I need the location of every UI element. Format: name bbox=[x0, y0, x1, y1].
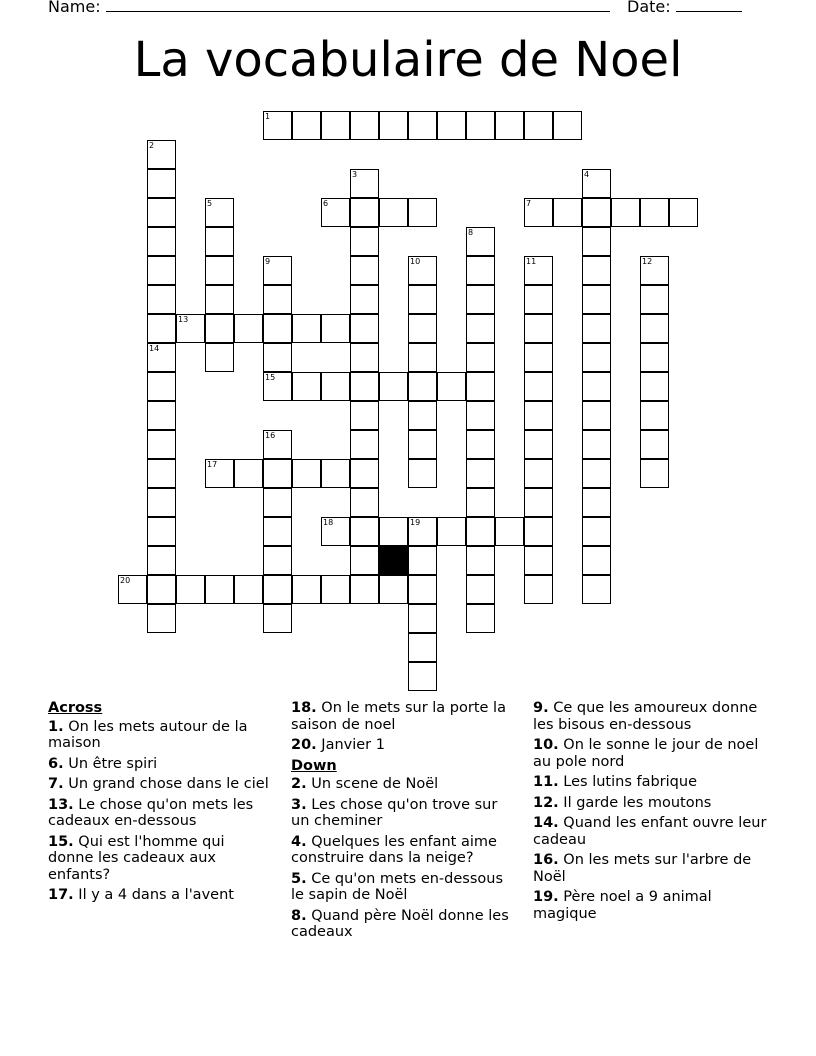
crossword-cell[interactable] bbox=[524, 546, 553, 575]
crossword-cell[interactable] bbox=[147, 343, 176, 372]
crossword-cell[interactable] bbox=[408, 314, 437, 343]
crossword-cell[interactable] bbox=[350, 285, 379, 314]
crossword-cell[interactable] bbox=[408, 662, 437, 691]
crossword-cell[interactable] bbox=[292, 314, 321, 343]
crossword-cell[interactable] bbox=[234, 314, 263, 343]
crossword-cell[interactable] bbox=[408, 343, 437, 372]
crossword-cell[interactable] bbox=[176, 575, 205, 604]
crossword-cell[interactable] bbox=[379, 517, 408, 546]
cell-number: 17 bbox=[207, 460, 218, 469]
crossword-cell[interactable] bbox=[640, 314, 669, 343]
crossword-cell[interactable] bbox=[640, 430, 669, 459]
crossword-cell[interactable] bbox=[553, 198, 582, 227]
crossword-cell[interactable] bbox=[437, 111, 466, 140]
crossword-cell[interactable] bbox=[408, 285, 437, 314]
crossword-cell[interactable] bbox=[147, 488, 176, 517]
crossword-cell[interactable] bbox=[263, 546, 292, 575]
crossword-cell[interactable] bbox=[263, 575, 292, 604]
crossword-cell[interactable] bbox=[437, 517, 466, 546]
crossword-cell[interactable] bbox=[350, 372, 379, 401]
crossword-cell[interactable] bbox=[321, 111, 350, 140]
crossword-cell[interactable] bbox=[466, 227, 495, 256]
crossword-cell[interactable] bbox=[408, 198, 437, 227]
crossword-cell[interactable] bbox=[234, 459, 263, 488]
crossword-cell[interactable] bbox=[408, 517, 437, 546]
crossword-cell[interactable] bbox=[292, 372, 321, 401]
crossword-cell[interactable] bbox=[582, 285, 611, 314]
crossword-cell[interactable] bbox=[205, 343, 234, 372]
crossword-cell[interactable] bbox=[669, 198, 698, 227]
clue-down-4: 4. Quelques les enfant aime construire dans la neige? bbox=[291, 833, 497, 866]
clue-across-7: 7. Un grand chose dans le ciel bbox=[48, 776, 269, 792]
cell-number: 9 bbox=[265, 257, 271, 266]
crossword-cell[interactable] bbox=[292, 111, 321, 140]
crossword-cell[interactable] bbox=[350, 517, 379, 546]
crossword-cell[interactable] bbox=[582, 169, 611, 198]
cell-number: 16 bbox=[265, 431, 276, 440]
crossword-cell[interactable] bbox=[205, 227, 234, 256]
crossword-cell[interactable] bbox=[147, 372, 176, 401]
cell-number: 3 bbox=[352, 170, 358, 179]
clue-down-10: 10. On le sonne le jour de noel au pole nord bbox=[533, 737, 759, 770]
crossword-cell[interactable] bbox=[524, 459, 553, 488]
crossword-cell[interactable] bbox=[408, 459, 437, 488]
crossword-cell[interactable] bbox=[466, 459, 495, 488]
crossword-cell[interactable] bbox=[408, 111, 437, 140]
crossword-cell[interactable] bbox=[205, 459, 234, 488]
crossword-cell[interactable] bbox=[350, 198, 379, 227]
clue-across-20: 20. Janvier 1 bbox=[291, 737, 385, 753]
crossword-cell[interactable] bbox=[408, 604, 437, 633]
crossword-cell[interactable] bbox=[350, 430, 379, 459]
crossword-cell[interactable] bbox=[466, 575, 495, 604]
clue-down-2: 2. Un scene de Noël bbox=[291, 776, 439, 792]
clue-across-18: 18. On le mets sur la porte la saison de noel bbox=[291, 700, 506, 733]
crossword-cell[interactable] bbox=[640, 459, 669, 488]
crossword-cell[interactable] bbox=[524, 343, 553, 372]
crossword-cell[interactable] bbox=[147, 314, 176, 343]
page-title: La vocabulaire de Noel bbox=[133, 32, 683, 88]
crossword-cell[interactable] bbox=[466, 285, 495, 314]
crossword-cell[interactable] bbox=[147, 604, 176, 633]
cell-number: 20 bbox=[120, 576, 131, 585]
crossword-cell[interactable] bbox=[524, 575, 553, 604]
crossword-cell[interactable] bbox=[524, 517, 553, 546]
crossword-cell[interactable] bbox=[350, 488, 379, 517]
cell-number: 11 bbox=[526, 257, 537, 266]
crossword-cell[interactable] bbox=[466, 488, 495, 517]
crossword-cell[interactable] bbox=[582, 256, 611, 285]
crossword-cell[interactable] bbox=[350, 546, 379, 575]
cell-number: 14 bbox=[149, 344, 160, 353]
crossword-cell[interactable] bbox=[408, 430, 437, 459]
crossword-cell[interactable] bbox=[408, 575, 437, 604]
crossword-cell[interactable] bbox=[263, 488, 292, 517]
crossword-cell[interactable] bbox=[466, 430, 495, 459]
crossword-cell[interactable] bbox=[466, 256, 495, 285]
crossword-cell[interactable] bbox=[524, 198, 553, 227]
clue-down-3: 3. Les chose qu'on trove sur un cheminer bbox=[291, 796, 498, 829]
crossword-cell[interactable] bbox=[147, 430, 176, 459]
crossword-cell[interactable] bbox=[582, 488, 611, 517]
crossword-cell[interactable] bbox=[263, 314, 292, 343]
crossword-cell[interactable] bbox=[408, 372, 437, 401]
crossword-cell[interactable] bbox=[263, 256, 292, 285]
cell-number: 18 bbox=[323, 518, 334, 527]
crossword-cell[interactable] bbox=[553, 111, 582, 140]
crossword-cell[interactable] bbox=[524, 111, 553, 140]
crossword-cell[interactable] bbox=[524, 285, 553, 314]
crossword-cell[interactable] bbox=[640, 343, 669, 372]
crossword-cell[interactable] bbox=[205, 256, 234, 285]
crossword-cell[interactable] bbox=[147, 575, 176, 604]
crossword-cell[interactable] bbox=[205, 285, 234, 314]
crossword-cell[interactable] bbox=[582, 459, 611, 488]
crossword-cell[interactable] bbox=[205, 314, 234, 343]
crossword-cell[interactable] bbox=[379, 111, 408, 140]
crossword-cell[interactable] bbox=[466, 401, 495, 430]
crossword-cell[interactable] bbox=[466, 604, 495, 633]
clue-down-19: 19. Père noel a 9 animal magique bbox=[533, 889, 712, 922]
crossword-cell[interactable] bbox=[263, 372, 292, 401]
cell-number: 5 bbox=[207, 199, 213, 208]
crossword-cell[interactable] bbox=[379, 198, 408, 227]
crossword-cell[interactable] bbox=[582, 575, 611, 604]
crossword-cell[interactable] bbox=[582, 401, 611, 430]
crossword-cell[interactable] bbox=[205, 198, 234, 227]
crossword-cell[interactable] bbox=[379, 575, 408, 604]
crossword-cell[interactable] bbox=[147, 198, 176, 227]
crossword-cell[interactable] bbox=[321, 575, 350, 604]
crossword-cell[interactable] bbox=[350, 343, 379, 372]
crossword-cell[interactable] bbox=[640, 256, 669, 285]
cell-number: 4 bbox=[584, 170, 590, 179]
crossword-cell[interactable] bbox=[263, 459, 292, 488]
crossword-cell[interactable] bbox=[292, 459, 321, 488]
crossword-cell[interactable] bbox=[321, 314, 350, 343]
clue-down-16: 16. On les mets sur l'arbre de Noël bbox=[533, 852, 752, 885]
crossword-cell[interactable] bbox=[350, 459, 379, 488]
crossword-cell[interactable] bbox=[582, 372, 611, 401]
clue-across-1: 1. On les mets autour de la maison bbox=[48, 718, 248, 751]
cell-number: 13 bbox=[178, 315, 189, 324]
crossword-cell[interactable] bbox=[350, 401, 379, 430]
crossword-cell[interactable] bbox=[234, 575, 263, 604]
name-label: Name: bbox=[48, 0, 101, 16]
crossword-cell[interactable] bbox=[147, 140, 176, 169]
crossword-cell[interactable] bbox=[524, 401, 553, 430]
crossword-cell[interactable] bbox=[582, 343, 611, 372]
across-heading: Across bbox=[48, 700, 103, 716]
crossword-cell[interactable] bbox=[466, 546, 495, 575]
crossword-cell[interactable] bbox=[147, 169, 176, 198]
crossword-cell[interactable] bbox=[466, 343, 495, 372]
cell-number: 7 bbox=[526, 199, 532, 208]
crossword-cell[interactable] bbox=[524, 488, 553, 517]
crossword-cell[interactable] bbox=[147, 227, 176, 256]
clues-column-3 bbox=[533, 700, 768, 926]
crossword-cell[interactable] bbox=[263, 343, 292, 372]
crossword-cell[interactable] bbox=[582, 546, 611, 575]
crossword-cell[interactable] bbox=[495, 517, 524, 546]
crossword-cell[interactable] bbox=[611, 198, 640, 227]
crossword-cell[interactable] bbox=[524, 256, 553, 285]
crossword-cell[interactable] bbox=[582, 198, 611, 227]
crossword-cell[interactable] bbox=[524, 314, 553, 343]
clues-column-1 bbox=[48, 700, 273, 908]
crossword-cell[interactable] bbox=[408, 256, 437, 285]
crossword-cell[interactable] bbox=[147, 401, 176, 430]
crossword-cell[interactable] bbox=[321, 198, 350, 227]
cell-number: 10 bbox=[410, 257, 421, 266]
crossword-cell[interactable] bbox=[350, 227, 379, 256]
crossword-cell[interactable] bbox=[524, 372, 553, 401]
clue-down-12: 12. Il garde les moutons bbox=[533, 794, 712, 811]
crossword-cell[interactable] bbox=[350, 314, 379, 343]
crossword-cell[interactable] bbox=[408, 546, 437, 575]
cell-number: 1 bbox=[265, 112, 271, 121]
crossword-cell[interactable] bbox=[176, 314, 205, 343]
crossword-cell[interactable] bbox=[263, 111, 292, 140]
crossword-cell[interactable] bbox=[408, 401, 437, 430]
crossword-cell[interactable] bbox=[147, 517, 176, 546]
crossword-cell[interactable] bbox=[147, 546, 176, 575]
cell-number: 12 bbox=[642, 257, 653, 266]
crossword-cell[interactable] bbox=[582, 227, 611, 256]
crossword-cell[interactable] bbox=[640, 372, 669, 401]
clue-down-9: 9. Ce que les amoureux donne les bisous en-dessous bbox=[533, 700, 758, 733]
clue-across-17: 17. Il y a 4 dans a l'avent bbox=[48, 887, 234, 903]
clue-across-6: 6. Un être spiri bbox=[48, 755, 158, 772]
crossword-cell[interactable] bbox=[466, 314, 495, 343]
crossword-cell[interactable] bbox=[437, 372, 466, 401]
crossword-cell[interactable] bbox=[408, 633, 437, 662]
crossword-cell[interactable] bbox=[321, 517, 350, 546]
date-label: Date: bbox=[627, 0, 671, 16]
crossword-cell[interactable] bbox=[466, 111, 495, 140]
crossword-cell[interactable] bbox=[147, 256, 176, 285]
crossword-black-cell bbox=[379, 546, 408, 575]
crossword-cell[interactable] bbox=[640, 401, 669, 430]
crossword-cell[interactable] bbox=[321, 459, 350, 488]
crossword-cell[interactable] bbox=[205, 575, 234, 604]
clue-down-11: 11. Les lutins fabrique bbox=[533, 774, 697, 790]
crossword-cell[interactable] bbox=[350, 111, 379, 140]
crossword-cell[interactable] bbox=[350, 256, 379, 285]
clue-down-14: 14. Quand les enfant ouvre leur cadeau bbox=[533, 815, 767, 848]
crossword-cell[interactable] bbox=[147, 459, 176, 488]
cell-number: 2 bbox=[149, 141, 155, 150]
cell-number: 19 bbox=[410, 518, 421, 527]
crossword-cell[interactable] bbox=[524, 430, 553, 459]
cell-number: 15 bbox=[265, 373, 276, 382]
crossword-cell[interactable] bbox=[582, 430, 611, 459]
clue-down-5: 5. Ce qu'on mets en-dessous le sapin de Noël bbox=[291, 870, 504, 903]
cell-number: 8 bbox=[468, 228, 474, 237]
crossword-cell[interactable] bbox=[263, 285, 292, 314]
crossword-cell[interactable] bbox=[321, 372, 350, 401]
crossword-cell[interactable] bbox=[263, 604, 292, 633]
crossword-cell[interactable] bbox=[263, 517, 292, 546]
clue-across-15: 15. Qui est l'homme qui donne les cadeaux aux enfants? bbox=[48, 833, 225, 883]
crossword-cell[interactable] bbox=[263, 430, 292, 459]
cell-number: 6 bbox=[323, 199, 329, 208]
clues-column-2 bbox=[291, 700, 516, 945]
crossword-cell[interactable] bbox=[118, 575, 147, 604]
crossword-cell[interactable] bbox=[582, 314, 611, 343]
crossword-cell[interactable] bbox=[350, 575, 379, 604]
crossword-cell[interactable] bbox=[350, 169, 379, 198]
crossword-cell[interactable] bbox=[466, 372, 495, 401]
crossword-cell[interactable] bbox=[640, 285, 669, 314]
crossword-cell[interactable] bbox=[582, 517, 611, 546]
clue-across-13: 13. Le chose qu'on mets les cadeaux en-dessous bbox=[48, 796, 254, 829]
crossword-cell[interactable] bbox=[379, 372, 408, 401]
crossword-cell[interactable] bbox=[466, 517, 495, 546]
crossword-cell[interactable] bbox=[292, 575, 321, 604]
crossword-cell[interactable] bbox=[147, 285, 176, 314]
down-heading: Down bbox=[291, 757, 337, 774]
clue-down-8: 8. Quand père Noël donne les cadeaux bbox=[291, 907, 509, 940]
crossword-cell[interactable] bbox=[495, 111, 524, 140]
crossword-cell[interactable] bbox=[640, 198, 669, 227]
